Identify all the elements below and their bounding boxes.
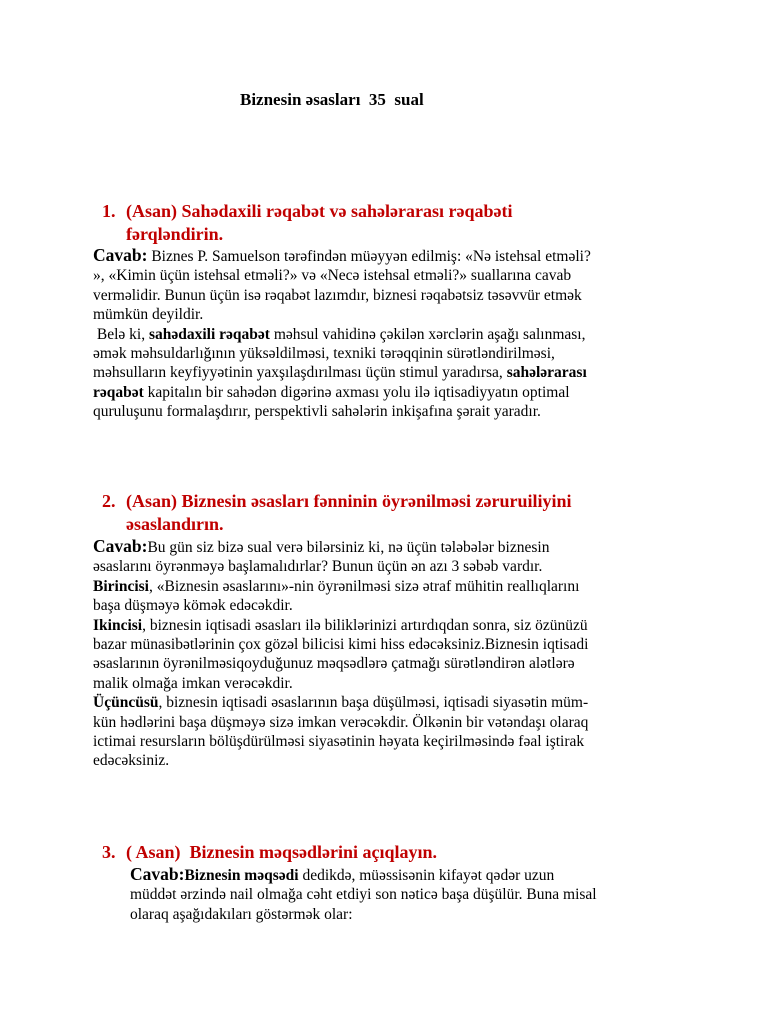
answer-3-text: müddət ərzində nail olmağa cəht etdiyi son nəticə başa düşülür. Buna misal	[130, 886, 597, 904]
question-3-heading	[102, 841, 437, 864]
answer-2-text: əsaslarının öyrənilməsiqoyduğunuz məqsədlərə çatmağı sürətləndirən alətlərə	[93, 655, 575, 673]
answer-1-term: sahələrarası	[506, 364, 587, 382]
answer-1-text: Biznes P. Samuelson tərəfindən müəyyən edilmiş: «Nə istehsal etməli?	[147, 248, 591, 265]
answer-3-text: olaraq aşağıdakıları göstərmək olar:	[130, 905, 353, 923]
answer-1-text: verməlidir. Bunun üçün isə rəqabət lazımdır, biznesi rəqabətsiz təsəvvür etmək	[93, 286, 582, 304]
answer-2-text: kün hədlərini başa düşməyə sizə imkan verəcəkdir. Ölkənin bir vətəndaşı olaraq	[93, 713, 589, 731]
answer-3-label: Cavab:	[130, 864, 185, 884]
answer-2-text: edəcəksiniz.	[93, 752, 170, 770]
answer-1-text: », «Kimin üçün istehsal etməli?» və «Necə istehsal etməli?» suallarına cavab	[93, 267, 572, 285]
question-1-title-line-1: (Asan) Sahədaxili rəqabət və sahələrarası rəqabəti	[126, 201, 513, 221]
question-2-title-line-2: əsaslandırın.	[126, 514, 224, 534]
answer-1-label: Cavab:	[93, 245, 148, 265]
answer-1-text: əmək məhsuldarlığının yüksəldilməsi, texniki tərəqqinin sürətləndirilməsi,	[93, 345, 555, 363]
answer-2-term: Ikincisi	[93, 616, 143, 634]
answer-2-label: Cavab:	[93, 536, 148, 556]
answer-1-text: kapitalın bir sahədən digərinə axması yolu ilə iqtisadiyyatın optimal	[143, 383, 570, 401]
answer-1-text: Belə ki,	[93, 325, 149, 343]
answer-2-text: əsaslarını öyrənməyə başlamalıdırlar? Bunun üçün ən azı 3 səbəb vardır.	[93, 558, 543, 576]
answer-2-text: , «Biznesin əsaslarını»-nin öyrənilməsi sizə ətraf mühitin reallıqlarını	[148, 577, 580, 595]
answer-1-text: mümkün deyildir.	[93, 306, 204, 324]
answer-1-term: sahədaxili rəqabət	[148, 325, 270, 343]
answer-2-term: Birincisi	[93, 577, 149, 595]
question-3-number: 3.	[102, 842, 116, 862]
question-2-title-line-1: (Asan) Biznesin əsasları fənninin öyrənilməsi zəruruiliyini	[126, 491, 572, 511]
question-3-title: ( Asan) Biznesin məqsədlərini açıqlayın.	[126, 842, 438, 862]
answer-2-text: başa düşməyə kömək edəcəkdir.	[93, 597, 293, 615]
document-title: Biznesin əsasları 35 sual	[240, 90, 424, 109]
answer-2-text: malik olmağa imkan verəcəkdir.	[93, 674, 293, 692]
answer-2-term: Üçüncüsü	[93, 694, 159, 712]
answer-2-text: ictimai resursların bölüşdürülməsi siyasətinin həyata keçirilməsində fəal iştirak	[93, 733, 585, 751]
question-1-number: 1.	[102, 201, 116, 221]
answer-1-text: məhsul vahidinə çəkilən xərclərin aşağı salınması,	[269, 325, 586, 343]
answer-2-text: bazar münasibətlərinin çox gözəl bilicisi kimi hiss edəcəksiniz.Biznesin iqtisadi	[93, 636, 589, 654]
answer-1-text: quruluşunu formalaşdırır, perspektivli sahələrin inkişafına şərait yaradır.	[93, 403, 541, 421]
answer-2-text: , biznesin iqtisadi əsaslarının başa düşülməsi, iqtisadi siyasətin müm-	[158, 694, 589, 712]
answer-1	[93, 246, 693, 422]
answer-2-text: , biznesin iqtisadi əsasları ilə biliklərinizi artırdıqdan sonra, siz özünüzü	[142, 616, 588, 634]
question-1-title-line-2: fərqləndirin.	[126, 224, 224, 244]
answer-3	[130, 865, 730, 924]
question-2-heading	[102, 490, 572, 536]
question-2-number: 2.	[102, 491, 116, 511]
answer-2	[93, 537, 693, 771]
answer-3-term: Biznesin məqsədi	[184, 867, 299, 884]
question-1-heading	[102, 200, 512, 246]
answer-3-text: dedikdə, müəssisənin kifayət qədər uzun	[298, 867, 555, 884]
answer-1-text: məhsulların keyfiyyətinin yaxşılaşdırılması üçün stimul yaradırsa,	[93, 364, 507, 382]
answer-2-text: Bu gün siz bizə sual verə bilərsiniz ki, nə üçün tələbələr biznesin	[147, 539, 550, 556]
answer-1-term: rəqabət	[93, 383, 144, 401]
